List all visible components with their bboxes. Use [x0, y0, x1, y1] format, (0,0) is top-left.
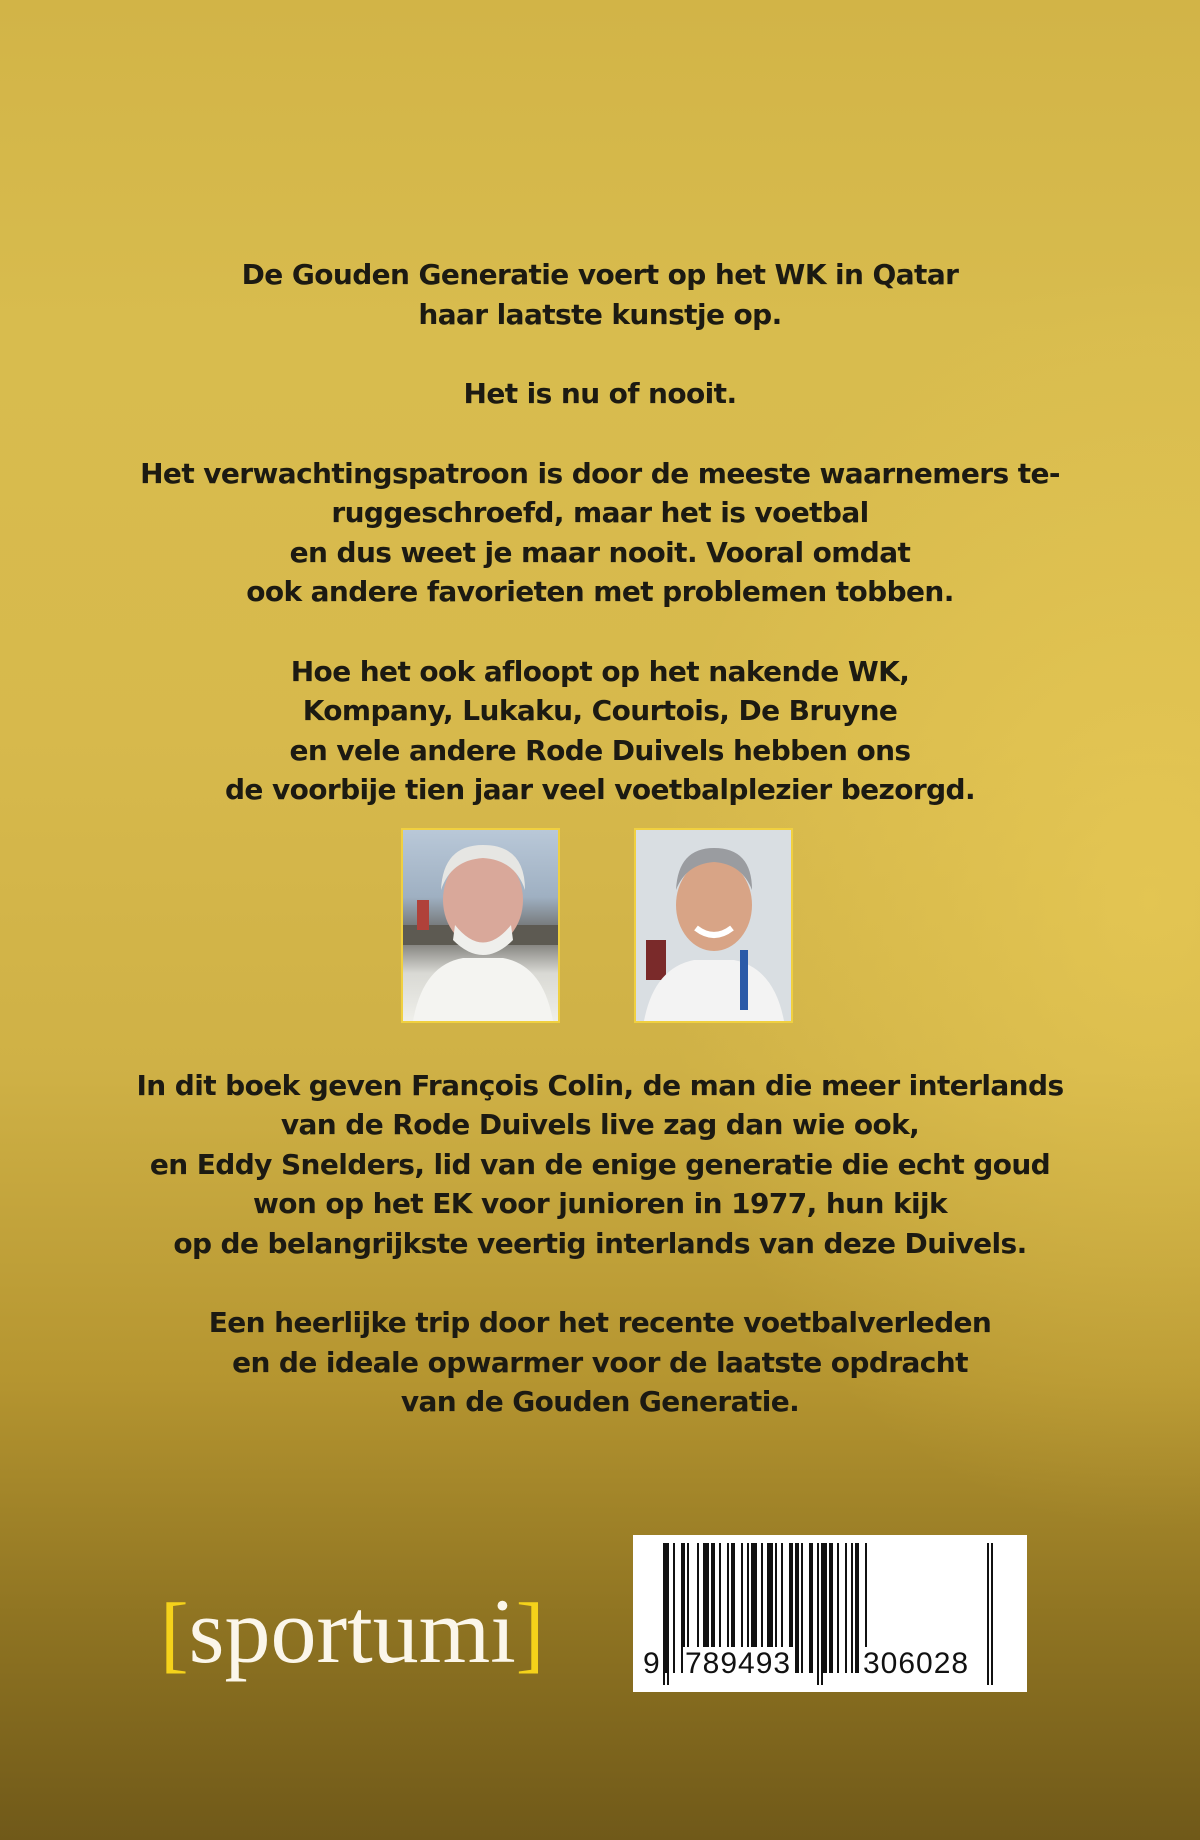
barcode-digits-right: 306028: [863, 1647, 970, 1680]
publisher-logo: [160, 1580, 545, 1682]
paragraph-intro: [0, 255, 1200, 334]
text-line: De Gouden Generatie voert op het WK in Qatar: [241, 258, 959, 291]
paragraph-now-or-never: [0, 374, 1200, 414]
text-line: Het verwachtingspatroon is door de meeste waarnemers te-: [140, 456, 1060, 490]
logo-bracket-close: ]: [515, 1585, 545, 1681]
text-line: Kompany, Lukaku, Courtois, De Bruyne: [302, 694, 898, 727]
text-line: In dit boek geven François Colin, de man die meer interlands: [136, 1068, 1064, 1102]
barcode-digits: [633, 1647, 1027, 1683]
text-line: ook andere favorieten met problemen tobben.: [246, 575, 954, 608]
paragraph-closing: [0, 1303, 1200, 1422]
author-photo-francois-colin: [401, 828, 560, 1023]
text-line: Het is nu of nooit.: [463, 377, 737, 410]
text-line: Een heerlijke trip door het recente voetbalverleden: [208, 1306, 992, 1339]
paragraph-authors: [0, 1066, 1200, 1264]
cover-footer: [0, 1535, 1200, 1695]
text-line: van de Rode Duivels live zag dan wie ook,: [280, 1108, 920, 1141]
text-line: en vele andere Rode Duivels hebben ons: [289, 733, 911, 767]
text-line: en Eddy Snelders, lid van de enige generatie die echt goud: [149, 1147, 1051, 1181]
text-line: won op het EK voor junioren in 1977, hun kijk: [252, 1187, 948, 1220]
text-line: de voorbije tien jaar veel voetbalplezier bezorgd.: [224, 773, 976, 806]
logo-name: sportumi: [188, 1580, 516, 1682]
paragraph-expectations: [0, 454, 1200, 612]
paragraph-players: [0, 652, 1200, 810]
barcode-digit-first: 9: [643, 1647, 660, 1680]
text-line: haar laatste kunstje op.: [418, 297, 782, 331]
text-line: op de belangrijkste veertig interlands van deze Duivels.: [173, 1226, 1027, 1260]
logo-bracket-open: [: [160, 1585, 189, 1681]
isbn-barcode: [633, 1535, 1027, 1692]
barcode-digits-left: 789493: [685, 1647, 792, 1680]
author-photo-eddy-snelders: [634, 828, 793, 1023]
text-line: en de ideale opwarmer voor de laatste opdracht: [232, 1345, 968, 1379]
author-photos: [0, 828, 1200, 1025]
text-line: en dus weet je maar nooit. Vooral omdat: [289, 535, 911, 569]
text-line: van de Gouden Generatie.: [400, 1385, 800, 1418]
text-line: ruggeschroefd, maar het is voetbal: [331, 496, 869, 529]
text-line: Hoe het ook afloopt op het nakende WK,: [290, 654, 910, 688]
